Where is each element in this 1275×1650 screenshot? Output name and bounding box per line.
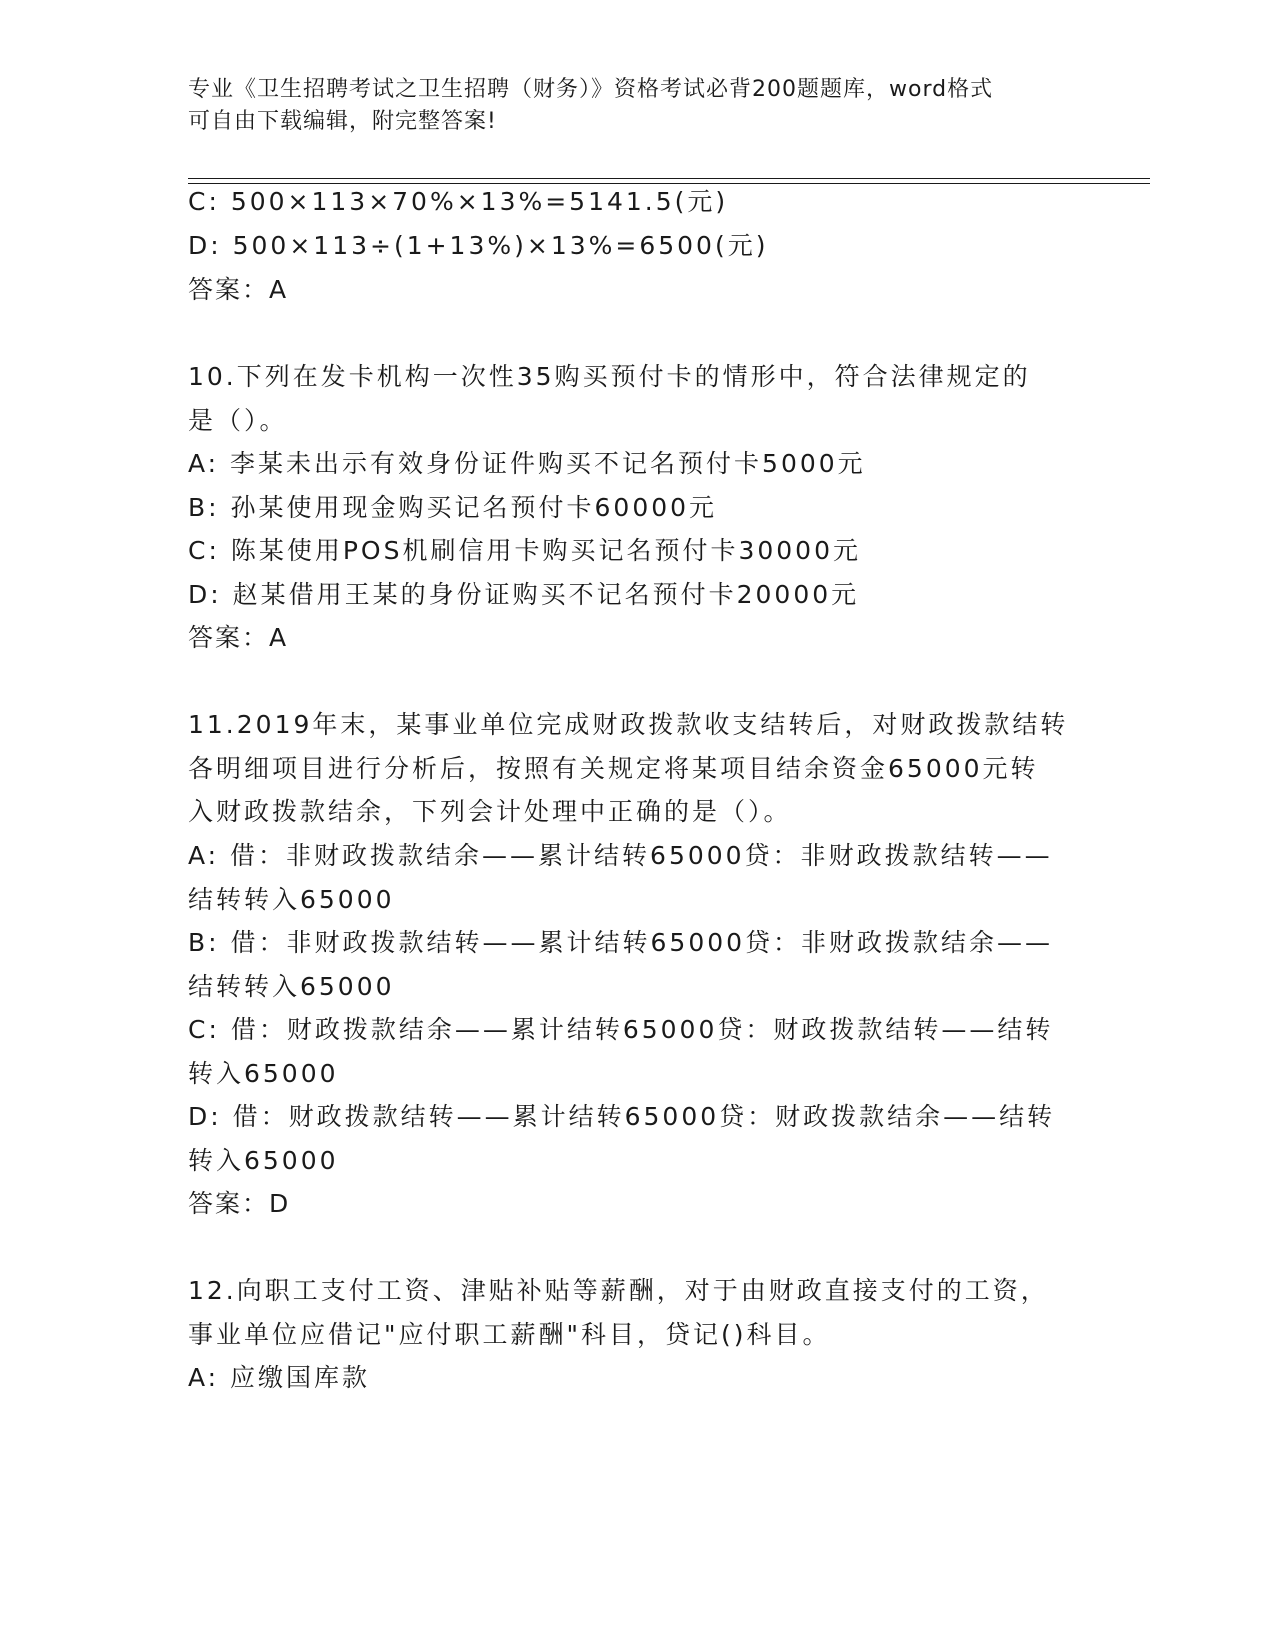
q11-option-d-line-1: D: 借：财政拨款结转——累计结转65000贷：财政拨款结余——结转	[188, 1102, 1056, 1131]
q11-option-c-line-1: C: 借：财政拨款结余——累计结转65000贷：财政拨款结转——结转	[188, 1015, 1054, 1044]
q10-stem-line-1: 10.下列在发卡机构一次性35购买预付卡的情形中，符合法律规定的	[188, 362, 1031, 391]
q11-option-d-line-2: 转入65000	[188, 1146, 339, 1175]
q10-option-a: A: 李某未出示有效身份证件购买不记名预付卡5000元	[188, 449, 866, 478]
q9-option-d: D: 500×113÷(1+13%)×13%=6500(元)	[188, 231, 769, 260]
q11-option-b-line-1: B: 借：非财政拨款结转——累计结转65000贷：非财政拨款结余——	[188, 928, 1054, 957]
q10-option-d: D: 赵某借用王某的身份证购买不记名预付卡20000元	[188, 580, 860, 609]
q9-answer: 答案：A	[188, 275, 289, 304]
header-divider-top	[188, 178, 1150, 179]
q11-stem-line-1: 11.2019年末，某事业单位完成财政拨款收支结转后，对财政拨款结转	[188, 710, 1069, 739]
q10-answer: 答案：A	[188, 623, 289, 652]
q11-option-a-line-1: A: 借：非财政拨款结余——累计结转65000贷：非财政拨款结转——	[188, 841, 1053, 870]
title-line-1: 专业《卫生招聘考试之卫生招聘（财务）》资格考试必背200题题库，word格式	[188, 77, 994, 102]
header-divider-bottom	[188, 183, 1150, 184]
title-line-2: 可自由下载编辑，附完整答案!	[188, 109, 497, 134]
q10-option-c: C: 陈某使用POS机刷信用卡购买记名预付卡30000元	[188, 536, 861, 565]
q11-answer: 答案：D	[188, 1189, 291, 1218]
q11-option-c-line-2: 转入65000	[188, 1059, 339, 1088]
q11-stem-line-3: 入财政拨款结余，下列会计处理中正确的是（）。	[188, 797, 792, 826]
q12-stem-line-2: 事业单位应借记"应付职工薪酬"科目，贷记()科目。	[188, 1320, 831, 1349]
q10-option-b: B: 孙某使用现金购买记名预付卡60000元	[188, 493, 718, 522]
q12-stem-line-1: 12.向职工支付工资、津贴补贴等薪酬，对于由财政直接支付的工资，	[188, 1276, 1049, 1305]
q9-option-c: C: 500×113×70%×13%=5141.5(元)	[188, 187, 729, 216]
q12-option-a: A: 应缴国库款	[188, 1363, 371, 1392]
document-title	[188, 74, 1068, 138]
q11-option-b-line-2: 结转转入65000	[188, 972, 395, 1001]
q11-stem-line-2: 各明细项目进行分析后，按照有关规定将某项目结余资金65000元转	[188, 754, 1039, 783]
q10-stem-line-2: 是（）。	[188, 406, 288, 435]
q11-option-a-line-2: 结转转入65000	[188, 885, 395, 914]
